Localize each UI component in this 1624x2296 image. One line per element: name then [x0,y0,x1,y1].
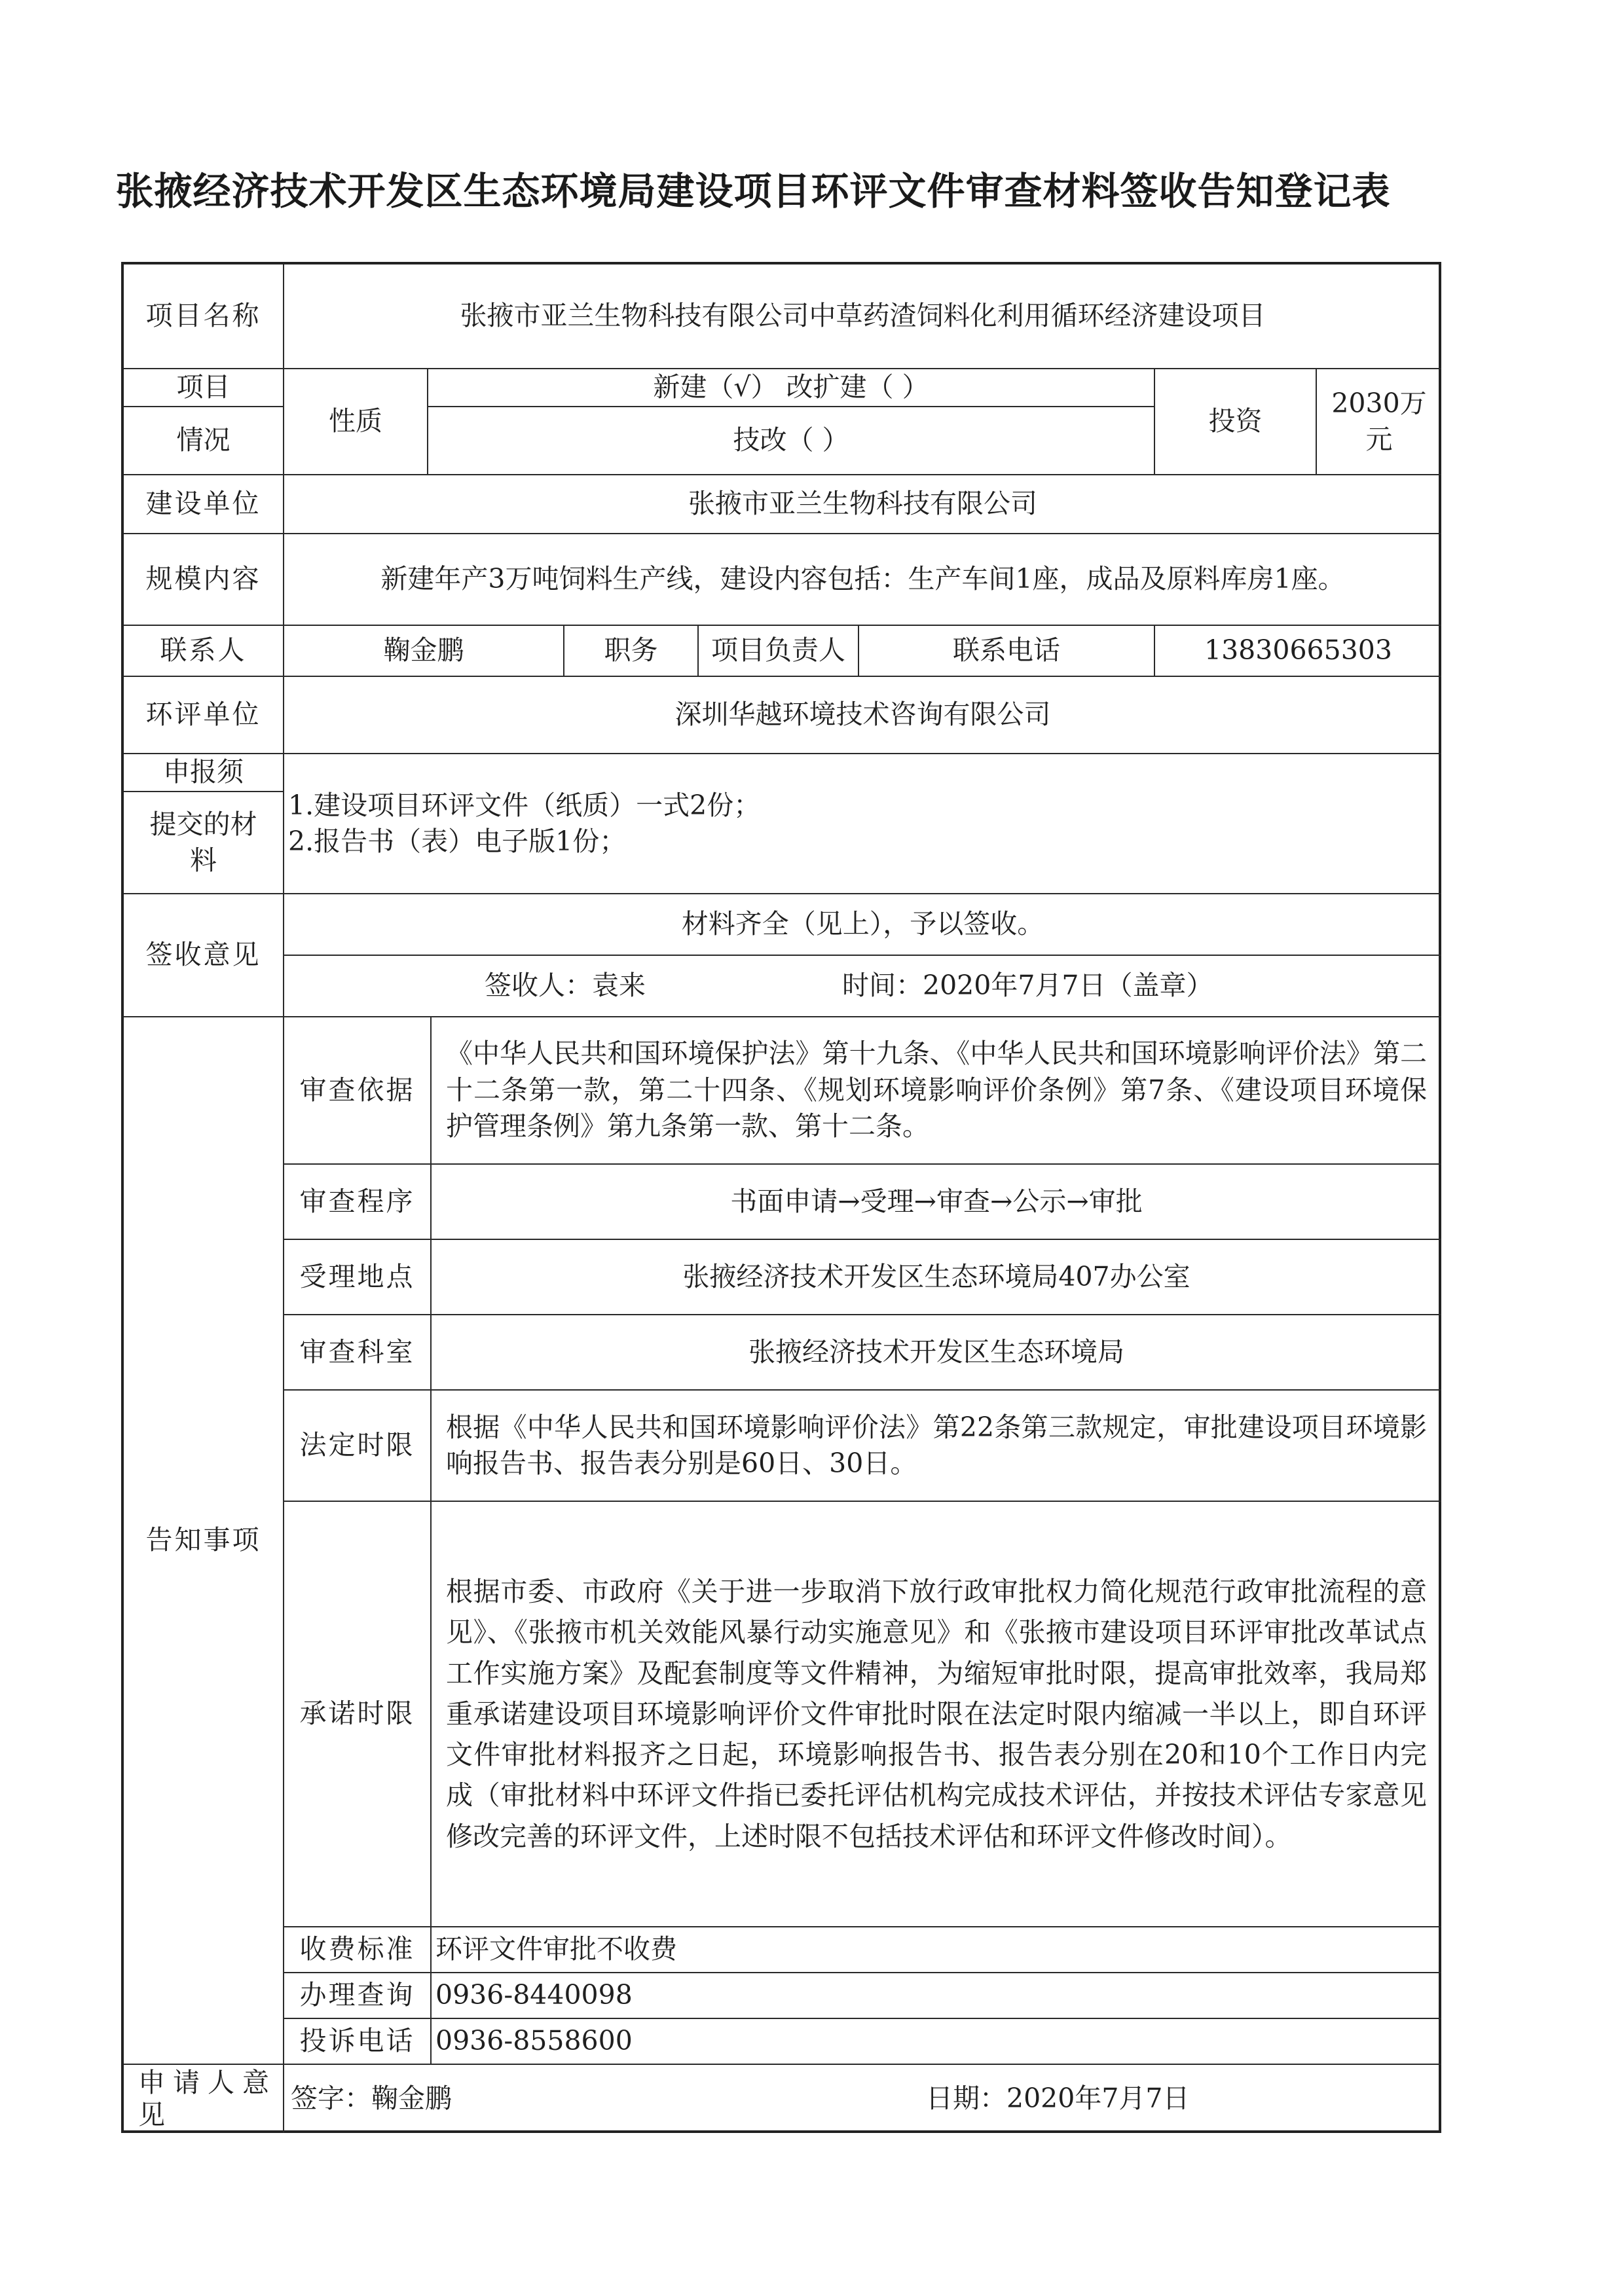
eia-unit-value: 深圳华越环境技术咨询有限公司 [284,677,1441,754]
procedure-label: 审查程序 [284,1165,432,1240]
nature-label: 性质 [284,369,428,475]
applicant-date: 日期：2020年7月7日 [926,2083,1190,2115]
project-situation-label-bottom: 情况 [124,407,284,475]
applicant-signature: 签字：鞠金鹏 [291,2083,452,2115]
document-title: 张掖经济技术开发区生态环境局建设项目环评文件审查材料签收告知登记表 [115,169,1391,213]
complaint-value: 0936-8558600 [432,2019,1441,2065]
receiver: 签收人：袁来 [284,956,672,1017]
registration-table [121,262,1441,2133]
materials-list [284,754,1441,894]
inquiry-label: 办理查询 [284,1973,432,2019]
phone-value: 13830665303 [1155,626,1441,677]
materials-item: 1.建设项目环评文件（纸质）一式2份； [288,789,761,821]
location-label: 受理地点 [284,1240,432,1315]
materials-item: 2.报告书（表）电子版1份； [288,826,627,857]
investment-label: 投资 [1155,369,1317,475]
promise-limit-label: 承诺时限 [284,1502,432,1927]
materials-label-line-2: 提交的材料 [124,792,284,894]
procedure-value: 书面申请→受理→审查→公示→审批 [432,1165,1441,1240]
construction-unit-label: 建设单位 [124,475,284,534]
position-label: 职务 [564,626,699,677]
legal-limit-value: 根据《中华人民共和国环境影响评价法》第22条第三款规定，审批建设项目环境影响报告书、报告表分别是60日、30日。 [432,1391,1441,1502]
legal-limit-label: 法定时限 [284,1391,432,1502]
basis-label: 审查依据 [284,1017,432,1165]
nature-line-1: 新建（√） 改扩建（ ） [428,369,1155,407]
contact-name: 鞠金鹏 [284,626,564,677]
notice-label: 告知事项 [124,1017,284,2065]
basis-value: 《中华人民共和国环境保护法》第十九条、《中华人民共和国环境影响评价法》第二十二条第一款，第二十四条、《规划环境影响评价条例》第7条、《建设项目环境保护管理条例》第九条第一款、第十二条。 [432,1017,1441,1165]
dept-value: 张掖经济技术开发区生态环境局 [432,1315,1441,1391]
complaint-label: 投诉电话 [284,2019,432,2065]
receipt-opinion: 材料齐全（见上），予以签收。 [284,894,1441,956]
scale-value: 新建年产3万吨饲料生产线，建设内容包括：生产车间1座，成品及原料库房1座。 [284,534,1441,626]
fee-label: 收费标准 [284,1927,432,1973]
position-value: 项目负责人 [699,626,859,677]
inquiry-value: 0936-8440098 [432,1973,1441,2019]
applicant-label: 申请人意见 [124,2065,284,2133]
promise-limit-value: 根据市委、市政府《关于进一步取消下放行政审批权力简化规范行政审批流程的意见》、《张掖市机关效能风暴行动实施意见》和《张掖市建设项目环评审批改革试点工作实施方案》及配套制度等文件精神，为缩短审批时限，提高审批效率，我局郑重承诺建设项目环境影响评价文件审批时限在法定时限内缩减一半以上，即自环评文件审批材料报齐之日起，环境影响报告书、报告表分别在20和10个工作日内完成（审批材料中环评文件指已委托评估机构完成技术评估，并按技术评估专家意见修改完善的环评文件，上述时限不包括技术评估和环评文件修改时间）。 [432,1502,1441,1927]
fee-value: 环评文件审批不收费 [432,1927,1441,1973]
phone-label: 联系电话 [859,626,1155,677]
dept-label: 审查科室 [284,1315,432,1391]
location-value: 张掖经济技术开发区生态环境局407办公室 [432,1240,1441,1315]
eia-unit-label: 环评单位 [124,677,284,754]
scale-label: 规模内容 [124,534,284,626]
nature-line-2: 技改（ ） [428,407,1155,475]
receipt-time: 时间：2020年7月7日（盖章） [672,956,1441,1017]
receipt-label: 签收意见 [124,894,284,1017]
project-name-label: 项目名称 [124,264,284,369]
project-situation-label-top: 项目 [124,369,284,407]
investment-value: 2030万元 [1317,369,1441,475]
materials-label-line-1: 申报须 [124,754,284,792]
construction-unit-value: 张掖市亚兰生物科技有限公司 [284,475,1441,534]
project-name-value: 张掖市亚兰生物科技有限公司中草药渣饲料化利用循环经济建设项目 [284,264,1441,369]
contact-label: 联系人 [124,626,284,677]
